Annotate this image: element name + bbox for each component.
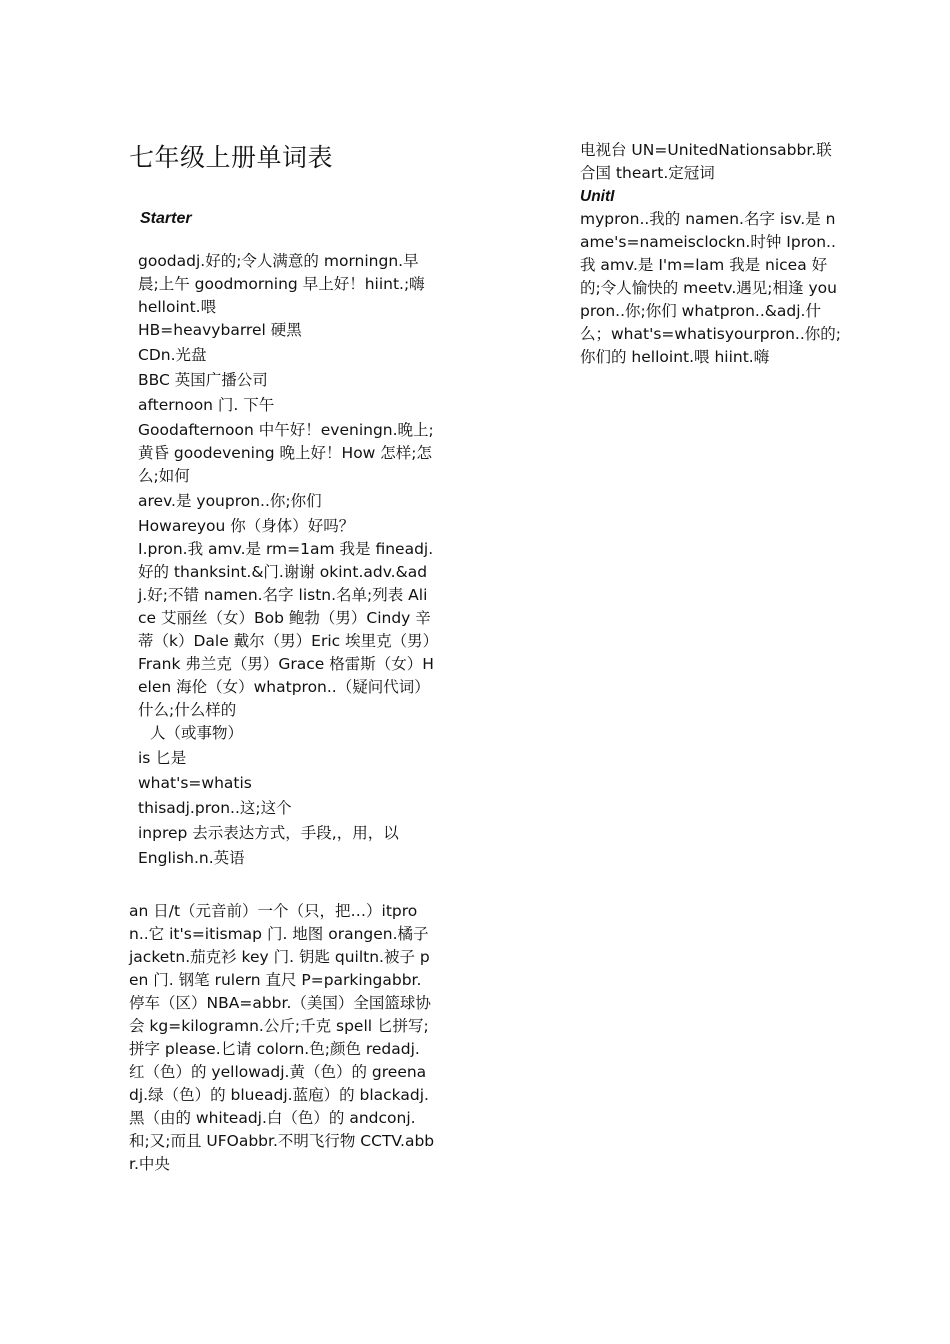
word-entry: what's=whatis xyxy=(138,774,252,792)
word-entry: I.pron.我 amv.是 rm=1am 我是 fineadj.好的 thanksint.&门.谢谢 okint.adv.&adj.好;不错 namen.名字 listn.名单;列表 Alice 艾丽丝（女）Bob 鲍勃（男）Cindy 辛蒂（k）Dale 戴尔（男）Eric 埃里克（男）Frank 弗兰克（男）Grace 格雷斯（女）Helen 海伦（女）whatpron..（疑问代词）什么;什么样的 xyxy=(138,540,434,719)
word-entry: is 匕是 xyxy=(138,749,187,767)
word-entry: English.n.英语 xyxy=(138,849,245,867)
word-paragraph: 电视台 UN=UnitedNationsabbr.联合国 theart.定冠词 xyxy=(580,141,832,182)
word-entry: thisadj.pron..这;这个 xyxy=(138,799,292,817)
word-entry: afternoon 门. 下午 xyxy=(138,396,275,414)
continued-word-list xyxy=(129,900,435,1176)
word-entry: CDn.光盘 xyxy=(138,346,207,364)
word-entry: 人（或事物） xyxy=(150,724,244,742)
starter-word-list xyxy=(138,250,434,870)
word-entry: BBC 英国广播公司 xyxy=(138,371,268,389)
section-heading-unit-one: UnitI xyxy=(580,188,615,205)
word-entry: Howareyou 你（身体）好吗？ xyxy=(138,517,355,535)
word-entry: Goodafternoon 中午好！eveningn.晚上;黄昏 goodevening 晚上好！How 怎样;怎么;如何 xyxy=(138,421,434,485)
page-title: 七年级上册单词表 xyxy=(129,143,334,172)
word-entry: HB=heavybarrel 硬黑 xyxy=(138,321,302,339)
word-entry: goodadj.好的;令人满意的 morningn.早晨;上午 goodmorning 早上好！hiint.;嗨 helloint.喂 xyxy=(138,252,425,316)
section-heading-starter: Starter xyxy=(140,210,192,227)
unit-one-word-list xyxy=(580,139,842,369)
word-entry: arev.是 youpron..你;你们 xyxy=(138,492,322,510)
word-entry: inprep 去示表达方式，手段,，用，以 xyxy=(138,824,399,842)
word-paragraph: mypron..我的 namen.名字 isv.是 name's=nameisclockn.时钟 Ipron..我 amv.是 I'm=lam 我是 nicea 好的;令人愉快的 meetv.遇见;相逢 youpron..你;你们 whatpron..&adj.什么；what's=whatisyourpron..你的;你们的 helloint.喂 hiint.嗨 xyxy=(580,210,841,366)
word-paragraph: an 日/t（元音前）一个（只，把…）itpron..它 it's=itismap 门. 地图 orangen.橘子 jacketn.茄克衫 key 门. 钥匙 quiltn.被子 pen 门. 钢笔 rulern 直尺 P=parkingabbr.停车（区）NBA=abbr.（美国）全国篮球协会 kg=kilogramn.公斤;千克 spell 匕拼写;拼字 please.匕请 colorn.色;颜色 redadj.红（色）的 yellowadj.黄（色）的 greenadj.绿（色）的 blueadj.蓝庖）的 blackadj.黑（由的 whiteadj.白（色）的 andconj.和;又;而且 UFOabbr.不明飞行物 CCTV.abbr.中央 xyxy=(129,902,435,1173)
